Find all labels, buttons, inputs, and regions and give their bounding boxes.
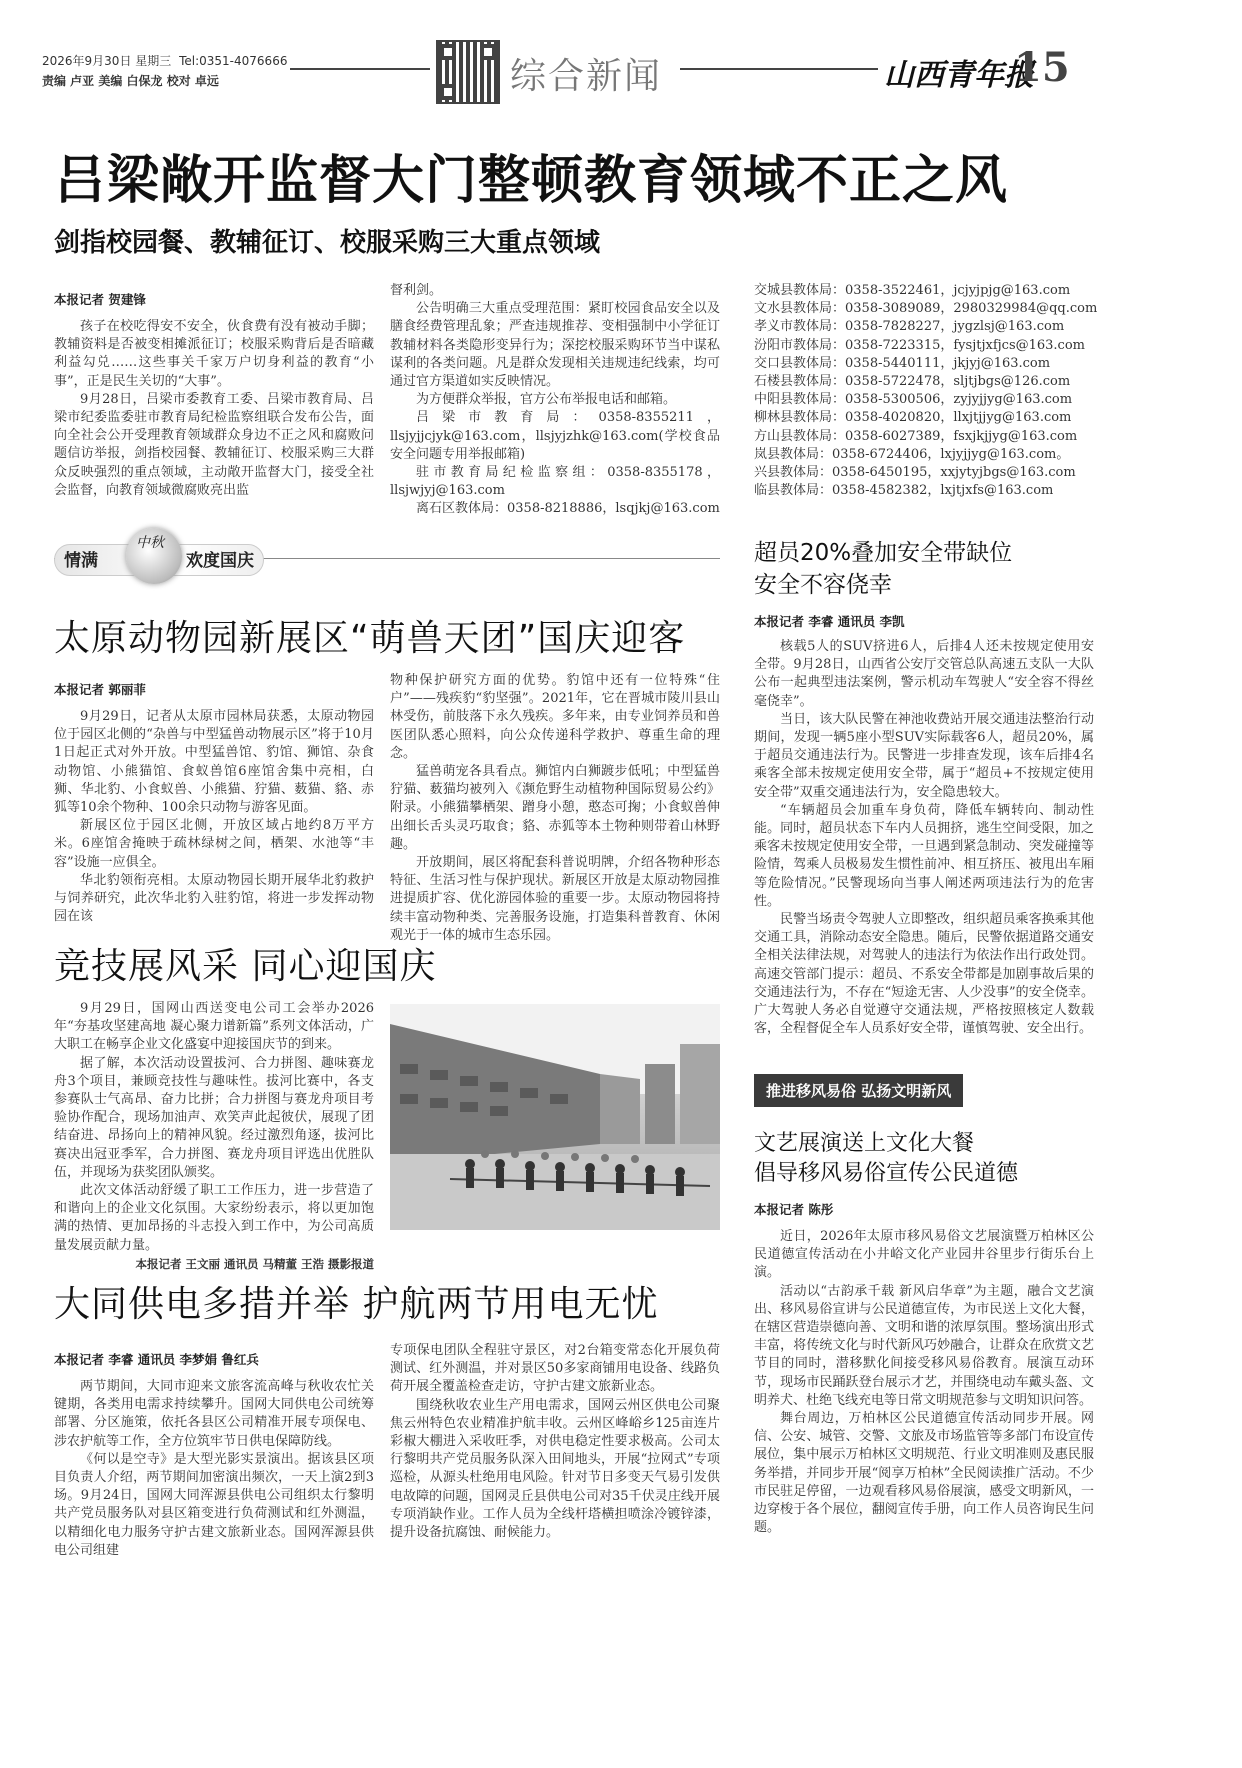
contact-entry: 孝义市教体局：0358-7828227，jygzlsj@163.com: [754, 319, 1065, 335]
paragraph: 新展区位于园区北侧，开放区域占地约8万平方米。6座馆舍掩映于疏林绿树之间，栖架、水池等“丰容”设施一应俱全。: [54, 818, 374, 870]
zoo-column-2: [390, 672, 720, 945]
culture-headline-line1: 文艺展演送上文化大餐: [754, 1131, 975, 1156]
masthead-rule-right: [680, 68, 878, 70]
paragraph: “车辆超员会加重车身负荷，降低车辆转向、制动性能。同时，超员状态下车内人员拥挤，逃生空间受限，加之乘客未按规定使用安全带，一旦遇到紧急制动、突发碰撞等险情，驾乘人员极易发生惯性前冲、相互挤压、被甩出车厢等危险情况。”民警现场向当事人阐述两项违法行为的危害性。: [754, 802, 1094, 909]
contact-entry: 方山县教体局：0358-6027389，fsxjkjjyg@163.com: [754, 428, 1078, 444]
contact-entry: 文水县教体局：0358-3089089，2980329984@qq.com: [754, 301, 1098, 317]
paragraph: 核载5人的SUV挤进6人，后排4人还未按规定使用安全带。9月28日，山西省公安厅交管总队高速五支队一大队公布一起典型违法案例，警示机动车驾驶人“安全容不得丝毫侥幸”。: [754, 639, 1094, 709]
zoo-column-1: [54, 708, 374, 926]
contact-entry: 石楼县教体局：0358-5722478，sljtjbgs@126.com: [754, 374, 1071, 390]
datong-headline: 大同供电多措并举 护航两节用电无忧: [54, 1284, 659, 1325]
issue-date: 2026年9月30日 星期三: [42, 54, 172, 68]
lead-column-2: [390, 282, 720, 519]
paragraph: 猛兽萌宠各具看点。狮馆内白狮踱步低吼；中型猛兽狞猫、薮猫均被列入《濒危野生动植物种国际贸易公约》附录。小熊猫攀栖架、蹭身小憩，憨态可掬；小食蚁兽伸出细长舌头灵巧取食；貉、赤狐等本土物种则带着山林野趣。: [390, 764, 720, 852]
banner-right-text: 欢度国庆: [186, 551, 254, 571]
page-number: 15: [1014, 44, 1070, 91]
paragraph: 华北豹领衔亮相。太原动物园长期开展华北豹救护与饲养研究，此次华北豹入驻豹馆，将进一步发挥动物园在该: [54, 872, 374, 925]
traffic-byline: 本报记者 李睿 通讯员 李凯: [754, 614, 905, 629]
lead-byline: 本报记者 贺建锋: [54, 292, 146, 307]
paragraph: 民警当场责令驾驶人立即整改，组织超员乘客换乘其他交通工具，消除动态安全隐患。随后，民警依据道路交通安全相关法律法规，对驾驶人的违法行为依法作出行政处罚。高速交管部门提示：超员、不系安全带都是加剧事故后果的交通违法行为，不存在“短途无害、人少没事”的安全侥幸。广大驾驶人务必自觉遵守交通法规，严格按照核定人数载客，全程督促全车人员系好安全带，谨慎驾驶、安全出行。: [754, 912, 1094, 1037]
paragraph: 此次文体活动舒缓了职工工作压力，进一步营造了和谐向上的企业文化氛围。大家纷纷表示，将以更加饱满的热情、更加昂扬的斗志投入到工作中，为公司高质量发展贡献力量。: [54, 1183, 374, 1253]
paragraph: 公告明确三大重点受理范围：紧盯校园食品安全以及膳食经费管理乱象；严查违规推荐、变相强制中小学征订教辅材料各类隐形变异行为；深挖校服采购环节当中谋私谋利的各类问题。凡是群众发现相关违规违纪线索，均可通过官方渠道如实反映情况。: [390, 301, 720, 390]
paragraph: 开放期间，展区将配套科普说明牌，介绍各物种形态特征、生活习性与保护现状。新展区开放是太原动物园推进提质扩容、优化游园体验的重要一步。太原动物园将持续丰富动物种类、完善服务设施，打造集科普教育、休闲观光于一体的城市生态乐园。: [390, 855, 720, 943]
lead-column-1: [54, 318, 374, 500]
phone-number: Tel:0351-4076666: [179, 54, 288, 68]
contact-entry: 中阳县教体局：0358-5300506，zyjyjjyg@163.com: [754, 392, 1073, 408]
paragraph: 督利剑。: [390, 283, 443, 298]
paragraph: 9月29日，记者从太原市园林局获悉，太原动物园位于园区北侧的“杂兽与中型猛兽动物展示区”将于10月1日起正式对外开放。中型猛兽馆、豹馆、狮馆、杂食动物馆、小熊猫馆、食蚁兽馆6座馆舍集中亮相，白狮、华北豹、小食蚁兽、小熊猫、狞猫、薮猫、貉、赤狐等10余个物种、100余只动物与游客见面。: [54, 709, 374, 816]
contact-entry: 交城县教体局：0358-3522461，jcjyjpjg@163.com: [754, 283, 1071, 298]
zoo-byline: 本报记者 郭丽菲: [54, 682, 146, 697]
editor-credits: 责编 卢亚 美编 白保龙 校对 卓远: [42, 74, 219, 88]
festival-banner: [54, 528, 720, 588]
culture-byline: 本报记者 陈彤: [754, 1202, 834, 1217]
paragraph: 9月28日，吕梁市委教育工委、吕梁市教育局、吕梁市纪委监委驻市教育局纪检监察组联合发布公告，面向全社会公开受理教育领域群众身边不正之风和腐败问题信访举报，剑指校园餐、教辅征订、校服采购三大群众反映强烈的重点领域，主动敞开监督大门，接受全社会监督，向教育领域微腐败亮出监: [54, 391, 374, 498]
paragraph: 围绕秋收农业生产用电需求，国网云州区供电公司聚焦云州特色农业精准护航丰收。云州区峰峪乡125亩连片彩椒大棚进入采收旺季，对供电稳定性要求极高。公司太行黎明共产党员服务队深入田间地头，开展“拉网式”专项巡检，从源头杜绝用电风险。针对节日多变天气易引发供电故障的问题，国网灵丘县供电公司对35千伏灵庄线开展专项消缺作业。工作人员为全线杆塔横担喷涂冷镀锌漆，提升设备抗腐蚀、耐候能力。: [390, 1397, 720, 1541]
paragraph: 为方便群众举报，官方公布举报电话和邮箱。: [416, 392, 677, 408]
contact-entry: 汾阳市教体局：0358-7223315，fysjtjxfjcs@163.com: [754, 337, 1085, 353]
traffic-headline-line2: 安全不容侥幸: [754, 572, 892, 598]
sports-body: [54, 1000, 374, 1273]
masthead-date-line: [42, 52, 287, 69]
sports-headline: 竞技展风采 同心迎国庆: [54, 946, 437, 987]
contact-entry: 岚县教体局：0358-6724406，lxjyjjyg@163.com。: [754, 446, 1070, 462]
section-title: 综合新闻: [510, 56, 663, 97]
paragraph: 吕梁市教育局：0358-8355211，llsjyjjcjyk@163.com，llsjyjzhk@163.com(学校食品安全问题专用举报邮箱): [390, 410, 720, 462]
masthead-rule-left: [290, 68, 430, 70]
contact-entry: 兴县教体局：0358-6450195，xxjytyjbgs@163.com: [754, 465, 1076, 481]
traffic-headline-line1: 超员20%叠加安全带缺位: [754, 540, 1013, 566]
culture-headline-line2: 倡导移风易俗宣传公民道德: [754, 1161, 1019, 1186]
datong-column-2: [390, 1342, 720, 1542]
paragraph: 孩子在校吃得安不安全，伙食费有没有被动手脚；教辅资料是否被变相摊派征订；校服采购背后是否暗藏利益勾兑……这些事关千家万户切身利益的教育“小事”，正是民生关切的“大事”。: [54, 319, 374, 389]
paragraph: 物种保护研究方面的优势。豹馆中还有一位特殊“住户”——残疾豹“豹坚强”。2021年，它在晋城市陵川县山林受伤，前肢落下永久残疾。多年来，由专业饲养员和兽医团队悉心照料，向公众传递科学救护、尊重生命的理念。: [390, 673, 720, 761]
banner-center-text: 中秋: [136, 535, 164, 551]
paragraph: 专项保电团队全程驻守景区，对2台箱变常态化开展负荷测试、红外测温，并对景区50多家商铺用电设备、线路负荷开展全覆盖检查走访，守护古建文旅新业态。: [390, 1343, 720, 1395]
zoo-headline: 太原动物园新展区“萌兽天团”国庆迎客: [54, 618, 686, 659]
traffic-body: [754, 638, 1094, 1038]
paragraph: 活动以“古韵承千载 新风启华章”为主题，融合文艺演出、移风易俗宣讲与公民道德宣传，为市民送上文化大餐，在辖区营造崇德向善、文明和谐的浓厚氛围。整场演出形式丰富，将传统文化与时代新风巧妙融合，让群众在欣赏文艺节目的同时，潜移默化间接受移风易俗教育。展演互动环节，现场市民踊跃登台展示才艺，并围绕电动车戴头盔、文明养犬、杜绝飞线充电等日常文明规范参与文明知识问答。: [754, 1283, 1094, 1408]
culture-column-tag: 推进移风易俗 弘扬文明新风: [754, 1074, 963, 1107]
paragraph: 舞台周边，万柏林区公民道德宣传活动同步开展。网信、公安、城管、交警、文旅及市场监管等多部门布设宣传展位，集中展示万柏林区文明规范、行业文明准则及惠民服务举措，并同步开展“阅享万柏林”全民阅读推广活动。不少市民驻足停留，一边观看移风易俗展演，感受文明新风，一边穿梭于各个展位，翻阅宣传手册，向工作人员咨询民生问题。: [754, 1411, 1094, 1536]
lead-headline: 吕梁敞开监督大门整顿教育领域不正之风: [54, 151, 1009, 211]
contact-entry: 柳林县教体局：0358-4020820，llxjtjjyg@163.com: [754, 410, 1072, 426]
paragraph: 驻市教育局纪检监察组：0358-8355178，llsjwjyj@163.com: [390, 465, 720, 499]
culture-body: [754, 1228, 1094, 1537]
paragraph: 《何以是空寺》是大型光影实景演出。据该县区项目负责人介绍，两节期间加密演出频次，一天上演2到3场。9月24日，国网大同浑源县供电公司组织太行黎明共产党员服务队对县区箱变进行负荷测试和红外测温，以精细化电力服务守护古建文旅新业态。国网浑源县供电公司组建: [54, 1451, 374, 1558]
newspaper-logo: 山西青年报: [884, 58, 1034, 93]
paragraph: 据了解，本次活动设置拔河、合力拼图、趣味赛龙舟3个项目，兼顾竞技性与趣味性。拔河比赛中，各支参赛队士气高昂、奋力比拼；合力拼图与赛龙舟项目考验协作配合，现场加油声、欢笑声此起彼伏，展现了团结奋进、昂扬向上的精神风貌。经过激烈角逐，拔河比赛决出冠亚季军，合力拼图、赛龙舟项目评选出优胜队伍，并现场为获奖团队颁奖。: [54, 1055, 374, 1180]
paragraph: 近日，2026年太原市移风易俗文艺展演暨万柏林区公民道德宣传活动在小井峪文化产业园井谷里步行街乐台上演。: [754, 1229, 1094, 1281]
qr-code[interactable]: [436, 40, 500, 104]
paragraph: 9月29日，国网山西送变电公司工会举办2026年“夯基攻坚建高地 凝心聚力谱新篇”系列文体活动，广大职工在畅享企业文化盛宴中迎接国庆节的到来。: [54, 1001, 374, 1053]
datong-column-1: [54, 1378, 374, 1560]
paragraph: 离石区教体局：0358-8218886，lsqjkj@163.com: [416, 501, 720, 517]
lead-subheadline: 剑指校园餐、教辅征订、校服采购三大重点领域: [54, 228, 601, 258]
tug-of-war-photo: [390, 1004, 720, 1230]
datong-byline: 本报记者 李睿 通讯员 李梦娟 鲁红兵: [54, 1352, 259, 1367]
photo-credit: 本报记者 王文丽 通讯员 马精董 王浩 摄影报道: [135, 1256, 374, 1271]
photo-scene: [390, 1004, 720, 1230]
paragraph: 两节期间，大同市迎来文旅客流高峰与秋收农忙关键期，各类用电需求持续攀升。国网大同供电公司统筹部署、分区施策，依托各县区公司精准开展专项保电、涉农护航等工作，全方位筑牢节日供电保障防线。: [54, 1379, 374, 1449]
lead-contact-list: [754, 282, 1154, 500]
banner-left-text: 情满: [64, 551, 98, 571]
paragraph: 当日，该大队民警在神池收费站开展交通违法整治行动期间，发现一辆5座小型SUV实际载客6人，超员20%，属于超员交通违法行为。民警进一步排查发现，该车后排4名乘客全部未按规定使用安全带，属于“超员+不按规定使用安全带”双重交通违法行为，安全隐患较大。: [754, 711, 1094, 800]
contact-entry: 交口县教体局：0358-5440111，jkjyj@163.com: [754, 355, 1051, 371]
contact-entry: 临县教体局：0358-4582382，lxjtjxfs@163.com: [754, 483, 1054, 499]
